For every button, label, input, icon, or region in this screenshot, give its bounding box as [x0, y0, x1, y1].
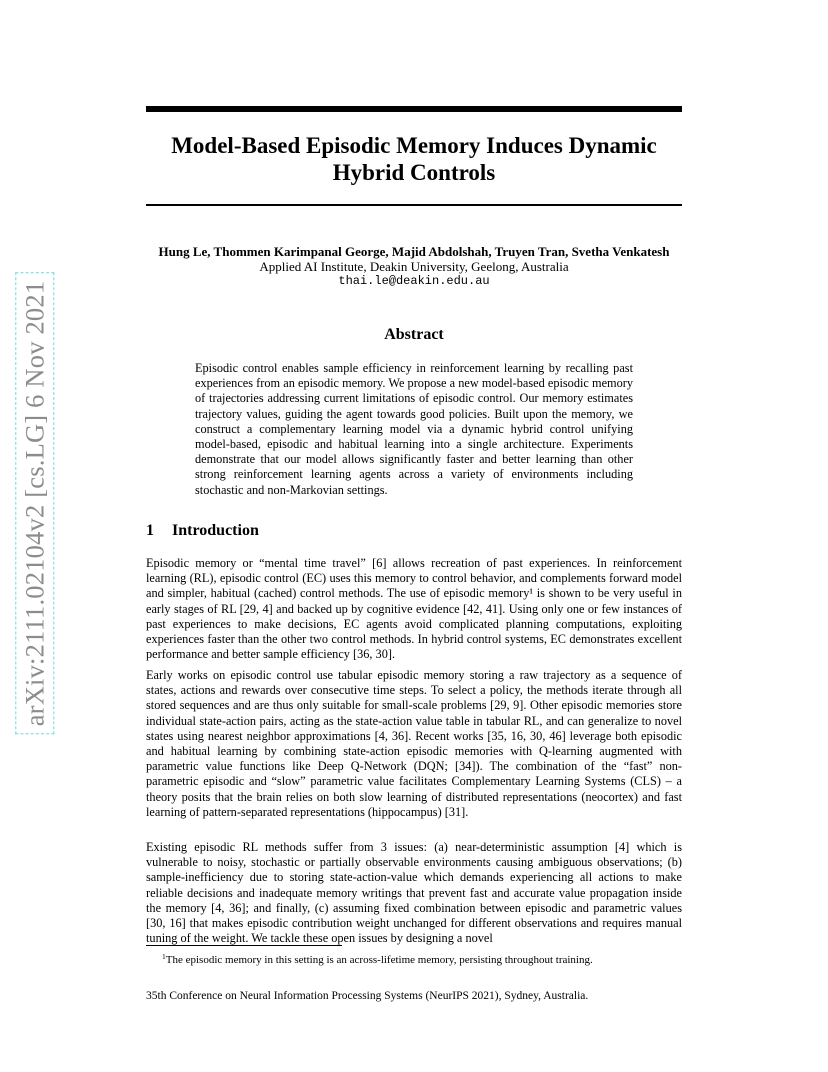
body-paragraph: Episodic memory or “mental time travel” [6] allows recreation of past experiences. In reinforcement learning (RL), episodic control (EC) uses this memory to control behavior, and complements forward model and simpler, habitual (cached) control methods. The use of episodic memory¹ is shown to be very useful in early stages of RL [29, 4] and backed up by cognitive evidence [42, 41]. Using only one or few instances of past experiences to make decisions, EC agents avoid complicated planning computations, exploiting experiences faster than the other two control methods. In hybrid control systems, EC demonstrates excellent performance and better sample efficiency [36, 30]. [146, 556, 682, 662]
section-title: Introduction [172, 522, 259, 539]
title-line-1: Model-Based Episodic Memory Induces Dynamic [171, 133, 657, 158]
title-line-2: Hybrid Controls [332, 160, 496, 185]
author-names: Hung Le, Thommen Karimpanal George, Majid Abdolshah, Truyen Tran, Svetha Venkatesh [158, 244, 670, 259]
section-number: 1 [146, 522, 154, 539]
author-email: thai.le@deakin.edu.au [338, 274, 490, 288]
arxiv-identifier [14, 265, 56, 741]
author-affiliation: Applied AI Institute, Deakin University, Geelong, Australia [259, 259, 569, 274]
footnote-mark: 1 [162, 952, 166, 961]
footnote [162, 950, 593, 967]
paper-title [146, 132, 682, 186]
footnote-rule [146, 945, 342, 946]
section-heading [146, 522, 259, 540]
title-bottom-rule [146, 204, 682, 206]
arxiv-identifier-text: arXiv:2111.02104v2 [cs.LG] 6 Nov 2021 [20, 276, 51, 730]
author-block [100, 244, 728, 289]
abstract-text: Episodic control enables sample efficiency in reinforcement learning by recalling past experiences from an episodic memory. We propose a new model-based episodic memory of trajectories addressing current limitations of episodic control. Our memory estimates trajectory values, guiding the agent towards good policies. Built upon the memory, we construct a complementary learning model via a dynamic hybrid control unifying model-based, episodic and habitual learning into a single architecture. Experiments demonstrate that our model allows significantly faster and better learning than other strong reinforcement learning agents across a variety of environments including stochastic and non-Markovian settings. [195, 361, 633, 497]
abstract-heading: Abstract [384, 326, 444, 343]
title-top-rule [146, 106, 682, 112]
venue-footer: 35th Conference on Neural Information Processing Systems (NeurIPS 2021), Sydney, Australia. [146, 990, 589, 1002]
body-paragraph: Early works on episodic control use tabular episodic memory storing a raw trajectory as a sequence of states, actions and rewards over consecutive time steps. To select a policy, the methods iterate through all stored sequences and are thus only suitable for small-scale problems [29, 9]. Other episodic memories store individual state-action pairs, acting as the state-action value table in tabular RL, and can generalize to novel states using nearest neighbor approximations [4, 36]. Recent works [35, 16, 30, 46] leverage both episodic and habitual learning by combining state-action episodic memories with Q-learning augmented with parametric value functions like Deep Q-Network (DQN; [34]). The combination of the “fast” non-parametric episodic and “slow” parametric value facilitates Complementary Learning Systems (CLS) – a theory posits that the brain relies on both slow learning of distributed representations (neocortex) and fast learning of pattern-separated representations (hippocampus) [31]. [146, 668, 682, 819]
body-paragraph: Existing episodic RL methods suffer from 3 issues: (a) near-deterministic assumption [4] which is vulnerable to noisy, stochastic or partially observable environments causing ambiguous observations; (b) sample-inefficiency due to storing state-action-value which demands experiencing all actions to make reliable decisions and inadequate memory writings that prevent fast and accurate value propagation inside the memory [4, 36]; and finally, (c) assuming fixed combination between episodic and parametric values [30, 16] that makes episodic contribution weight unchanged for different observations and requires manual tuning of the weight. We tackle these open issues by designing a novel [146, 840, 682, 946]
footnote-text: The episodic memory in this setting is an across-lifetime memory, persisting throughout training. [165, 954, 593, 966]
